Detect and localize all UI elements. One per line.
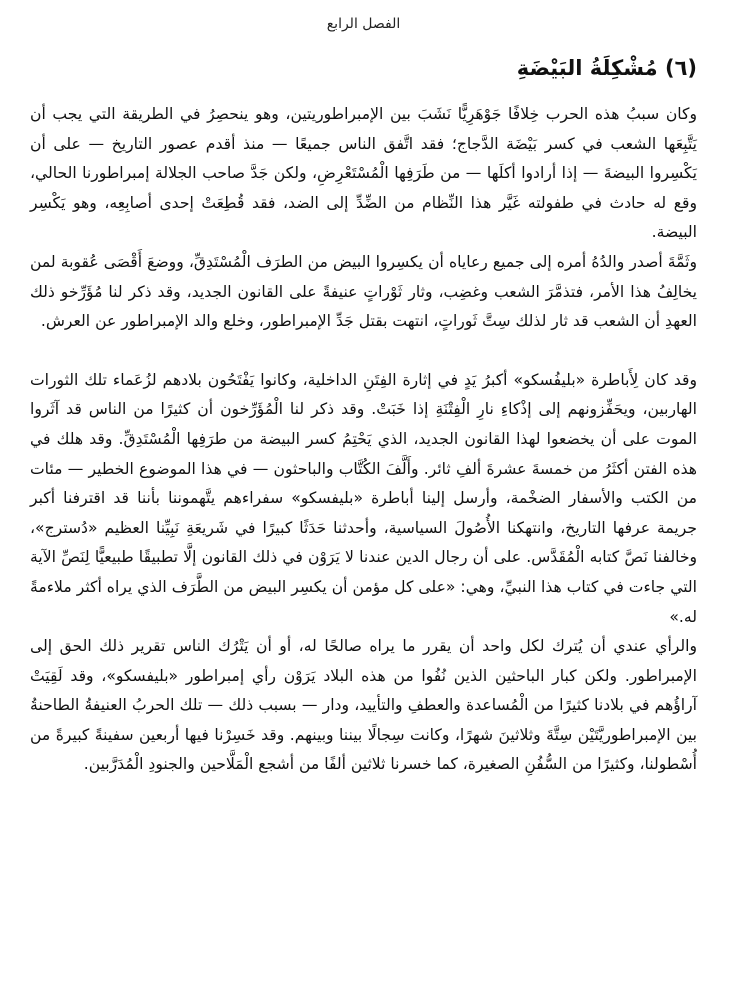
paragraph-1: وكان سببُ هذه الحرب خِلافًا جَوْهَرِيًّا نَشَبَ بين الإمبراطوريتين، وهو ينحصِرُ في الطريقة التي يجب أن يَتَّبِعَها الشعب في كسر بَيْضَة الدَّجاج؛ فقد اتَّفق الناس جميعًا — منذ أقدم عصور التاريخ — على أن يَكْسِروا البيضةَ — إذا أرادوا أكلَها — من طَرَفِها الْمُسْتَعْرِضِ، ولكن جَدَّ صاحب الجلالة إمبراطورنا الحالي، وقع له حادث في طفولته غَيَّر هذا النِّظام من الضِّدِّ إلى الضد، فقد قُطِعَتْ إحدى أصابِعِه، وهو يَكْسِر البيضة. — [30, 105, 697, 242]
paragraph-gap — [30, 337, 697, 366]
paragraph-2: وثَمَّةَ أصدر والدُهُ أمره إلى جميع رعاياه أن يكسِروا البيض من الطرَف الْمُسْتَدِقِّ، ووضعَ أَقْصَى عُقوبة لمن يخالِفُ هذا الأمر، فتذمَّرَ الشعب وغضِب، وثار ثَوْراتٍ عنيفةً على القانون الجديد، وقد ذكر لنا مُؤَرِّخو ذلك العهدِ أن الشعب قد ثار لذلك سِتَّ ثَوراتٍ، انتهت بقتل جَدِّ الإمبراطور، وخلع والد الإمبراطور عن العرش. — [30, 252, 697, 331]
paragraph-3: وقد كان لِأَباطرة «بليفُسكو» أكبرُ يَدٍ في إثارة الفِتَنِ الداخلية، وكانوا يَفْتَحُون بلادهم لزُعَماء تلك الثورات الهاربين، ويحَفِّزونهم إلى إذْكاءِ نارِ الْفِتْنَةِ إذا خَبَتْ. وقد ذكر لنا الْمُؤَرِّخون أن كثيرًا من الناس قد آثَروا الموت على أن يخضعوا لهذا القانون الجديد، الذي يَحْتِمُ كسر البيضة من طرَفِها الْمُسْتَدِقِّ. وقد هلك في هذه الفتن أكثَرُ من خمسةَ عشرةَ ألفِ ثائر. وأَلَّفَ الكُتَّاب والباحثون — في هذا الموضوع الخطير — مئات من الكتب والأسفار الضخْمة، وأرسل إلينا أباطرة «بليفسكو» سفراءهم يتَّهموننا بأننا قد اقترفنا أكبر جريمة عرفها التاريخ، وانتهكنا الأُصُولَ السياسية، وأحدثنا حَدَثًا كبيرًا في شَريعَةِ نَبِيِّنا العظيم «دُسترج»، وخالفنا نَصَّ كتابه الْمُقَدَّس. على أن رجال الدين عندنا لا يَرَوْن في ذلك القانون إلَّا تطبيقًا طبيعيًّا لِنَصِّ الآية التي جاءت في كتاب هذا النبيِّ، وهي: «على كل مؤمن أن يكسِر البيض من الطَّرَف الذي يراه أكثر ملاءمةً له.» — [30, 370, 697, 626]
running-header: الفصل الرابع — [326, 16, 401, 32]
section-title: (٦) مُشْكِلَةُ البَيْضَةِ — [516, 56, 697, 80]
paragraph-4: والرأي عندي أن يُترك لكل واحد أن يقرر ما يراه صالحًا له، أو أن يَتْرُك الناس تقرير ذلك الحق إلى الإمبراطور. ولكن كبار الباحثين الذين نُفُوا من هذه البلاد يَرَوْن رأي إمبراطور «بليفسكو»، وقد لَقِيَتْ آراؤُهم في بلادنا كثيرًا من الْمُساعدة والعطفِ والتأييد، ودار — بسبب ذلك — تلك الحربُ العنيفةُ الطاحنةُ بين الإمبراطوريَّتَيْن سِتَّةَ وثلاثينَ شهرًا، وكانت سِجالًا بيننا وبينهم. وقد خَسِرْنا فيها أربعين سفينةً كبيرةً من أُسْطولنا، وكثيرًا من السُّفُنِ الصغيرة، كما خسرنا ثلاثين ألفًا من أشجع الْمَلَّاحين والجنودِ الْمُدَرَّبين. — [30, 637, 697, 774]
